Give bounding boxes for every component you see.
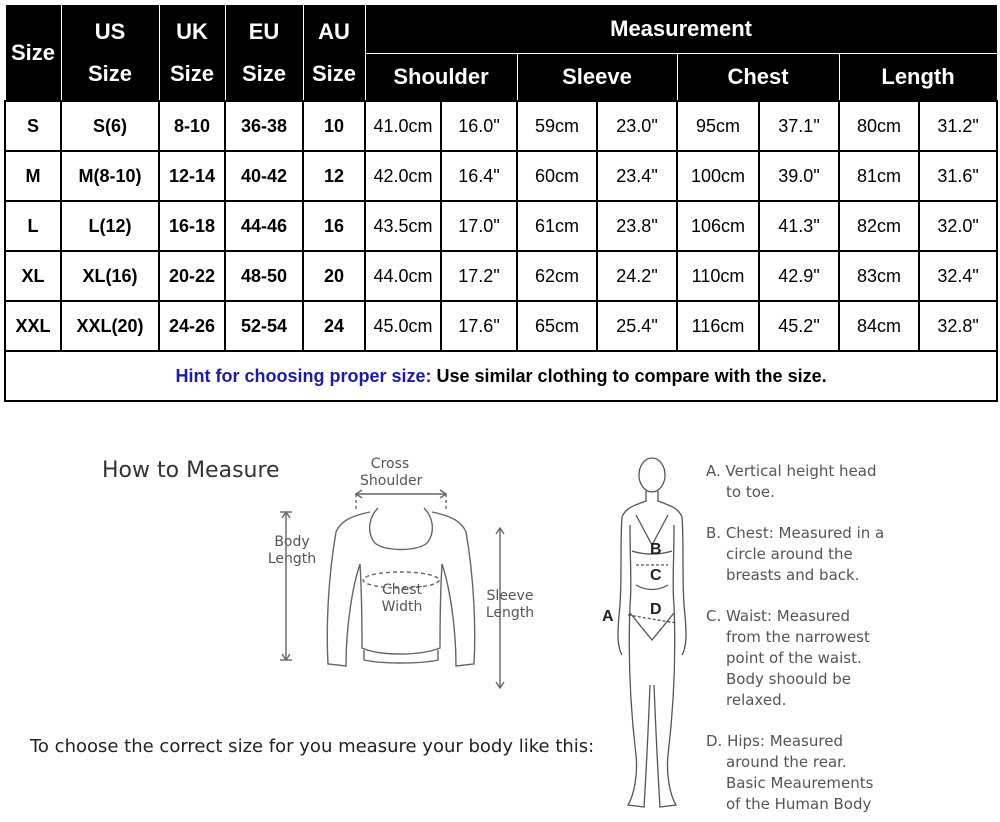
header-length: Length xyxy=(839,54,997,102)
header-sleeve: Sleeve xyxy=(517,54,677,102)
sweater-diagram-icon xyxy=(270,488,530,698)
cell-sleeve-cm: 60cm xyxy=(517,151,597,201)
table-row xyxy=(5,101,997,151)
cell-chest-cm: 100cm xyxy=(677,151,759,201)
cell-sleeve-in: 24.2" xyxy=(597,251,677,301)
cell-eu: 40-42 xyxy=(225,151,303,201)
cell-shoulder-cm: 45.0cm xyxy=(365,301,441,351)
cell-sleeve-in: 25.4" xyxy=(597,301,677,351)
header-size: Size xyxy=(5,5,61,102)
table-row xyxy=(5,251,997,301)
letter-b: B xyxy=(650,541,662,558)
header-us-size: US Size xyxy=(61,5,159,102)
letter-c: C xyxy=(650,567,662,584)
cell-shoulder-in: 17.6" xyxy=(441,301,517,351)
cell-uk: 20-22 xyxy=(159,251,225,301)
cell-au: 20 xyxy=(303,251,365,301)
cell-length-cm: 81cm xyxy=(839,151,919,201)
cell-length-in: 31.6" xyxy=(919,151,997,201)
header-au-size: AU Size xyxy=(303,5,365,102)
how-to-measure-title: How to Measure xyxy=(102,458,280,483)
cell-length-cm: 84cm xyxy=(839,301,919,351)
letter-a: A xyxy=(602,608,614,625)
cell-au: 16 xyxy=(303,201,365,251)
hint-text: Use similar clothing to compare with the size. xyxy=(431,365,827,386)
cell-shoulder-cm: 41.0cm xyxy=(365,101,441,151)
cell-length-cm: 83cm xyxy=(839,251,919,301)
cell-uk: 12-14 xyxy=(159,151,225,201)
cell-chest-cm: 106cm xyxy=(677,201,759,251)
letter-d: D xyxy=(650,601,662,618)
cell-shoulder-cm: 44.0cm xyxy=(365,251,441,301)
header-uk-size: UK Size xyxy=(159,5,225,102)
cell-au: 24 xyxy=(303,301,365,351)
cell-size: M xyxy=(5,151,61,201)
cell-au: 10 xyxy=(303,101,365,151)
cell-chest-in: 37.1" xyxy=(759,101,839,151)
size-chart-table xyxy=(4,4,998,402)
cell-sleeve-cm: 65cm xyxy=(517,301,597,351)
cell-size: XL xyxy=(5,251,61,301)
cell-length-in: 32.8" xyxy=(919,301,997,351)
cell-us: L(12) xyxy=(61,201,159,251)
cell-shoulder-in: 16.0" xyxy=(441,101,517,151)
cell-chest-in: 41.3" xyxy=(759,201,839,251)
note-b: B. Chest: Measured in a circle around the breasts and back. xyxy=(706,524,885,584)
size-hint xyxy=(5,351,997,401)
header-shoulder: Shoulder xyxy=(365,54,517,102)
cell-us: XL(16) xyxy=(61,251,159,301)
cell-uk: 24-26 xyxy=(159,301,225,351)
cell-sleeve-cm: 59cm xyxy=(517,101,597,151)
cell-size: L xyxy=(5,201,61,251)
header-chest: Chest xyxy=(677,54,839,102)
table-row xyxy=(5,201,997,251)
cell-chest-cm: 95cm xyxy=(677,101,759,151)
hint-label: Hint for choosing proper size: xyxy=(175,365,432,386)
cell-size: XXL xyxy=(5,301,61,351)
cell-us: XXL(20) xyxy=(61,301,159,351)
cell-shoulder-cm: 43.5cm xyxy=(365,201,441,251)
cell-chest-in: 39.0" xyxy=(759,151,839,201)
cell-length-in: 32.4" xyxy=(919,251,997,301)
cell-size: S xyxy=(5,101,61,151)
cell-sleeve-cm: 61cm xyxy=(517,201,597,251)
cell-eu: 52-54 xyxy=(225,301,303,351)
cell-us: M(8-10) xyxy=(61,151,159,201)
chest-width-label: Chest Width xyxy=(381,582,423,615)
cell-uk: 16-18 xyxy=(159,201,225,251)
cell-sleeve-in: 23.8" xyxy=(597,201,677,251)
cell-shoulder-in: 16.4" xyxy=(441,151,517,201)
cell-us: S(6) xyxy=(61,101,159,151)
cell-sleeve-in: 23.0" xyxy=(597,101,677,151)
cell-eu: 36-38 xyxy=(225,101,303,151)
cell-shoulder-cm: 42.0cm xyxy=(365,151,441,201)
table-row xyxy=(5,151,997,201)
cell-chest-in: 45.2" xyxy=(759,301,839,351)
cell-chest-in: 42.9" xyxy=(759,251,839,301)
measure-instruction: To choose the correct size for you measure your body like this: xyxy=(30,736,595,757)
sleeve-length-label: Sleeve Length xyxy=(485,588,535,621)
cell-length-cm: 82cm xyxy=(839,201,919,251)
table-row xyxy=(5,301,997,351)
cell-eu: 48-50 xyxy=(225,251,303,301)
body-length-label: Body Length xyxy=(267,534,317,567)
cell-shoulder-in: 17.0" xyxy=(441,201,517,251)
note-c: C. Waist: Measured from the narrowest point of the waist. Body shoould be relaxed. xyxy=(706,607,870,709)
header-eu-size: EU Size xyxy=(225,5,303,102)
human-body-figure-icon xyxy=(600,455,700,820)
cell-length-cm: 80cm xyxy=(839,101,919,151)
cell-chest-cm: 116cm xyxy=(677,301,759,351)
header-measurement: Measurement xyxy=(365,5,997,54)
cell-chest-cm: 110cm xyxy=(677,251,759,301)
cell-au: 12 xyxy=(303,151,365,201)
cross-shoulder-label: Cross Shoulder xyxy=(360,456,423,489)
cell-length-in: 32.0" xyxy=(919,201,997,251)
cell-shoulder-in: 17.2" xyxy=(441,251,517,301)
cell-uk: 8-10 xyxy=(159,101,225,151)
cell-sleeve-cm: 62cm xyxy=(517,251,597,301)
cell-sleeve-in: 23.4" xyxy=(597,151,677,201)
cell-length-in: 31.2" xyxy=(919,101,997,151)
note-a: A. Vertical height head to toe. xyxy=(706,462,877,501)
note-d: D. Hips: Measured around the rear. Basic Meaurements of the Human Body xyxy=(706,732,874,813)
cell-eu: 44-46 xyxy=(225,201,303,251)
